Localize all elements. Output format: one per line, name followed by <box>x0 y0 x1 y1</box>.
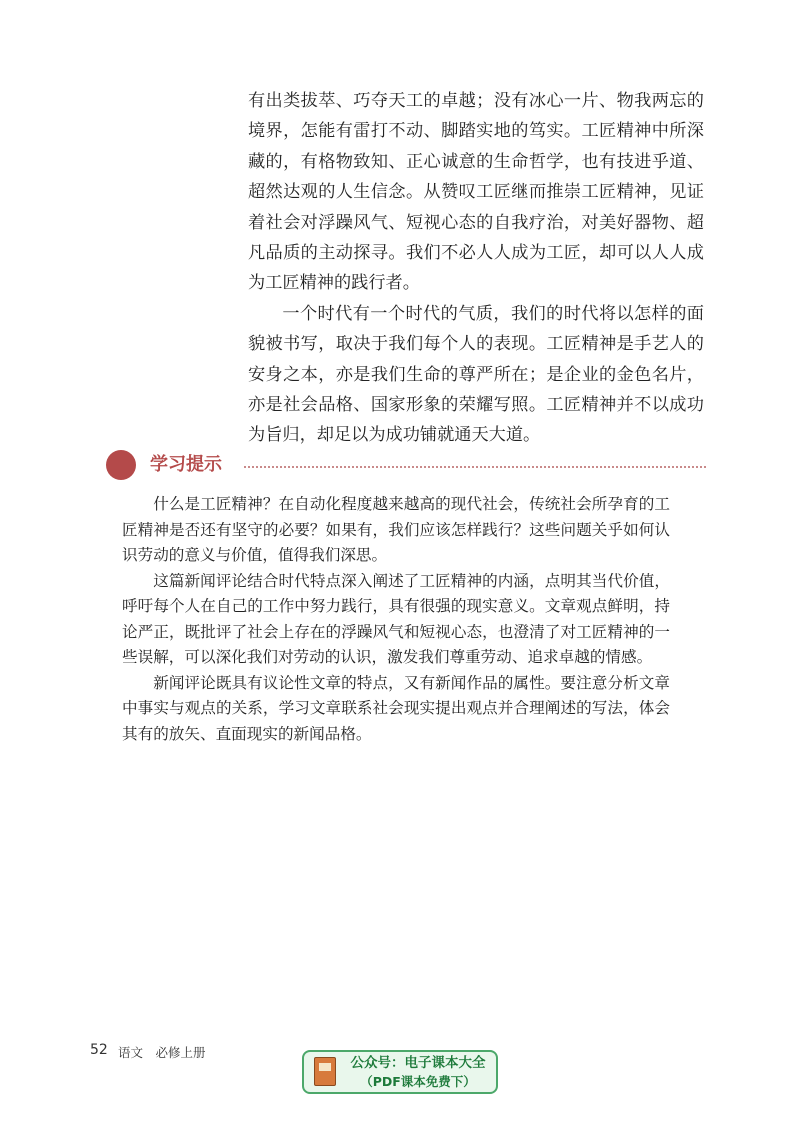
section-circle-icon <box>106 450 136 480</box>
dotted-divider <box>244 466 706 468</box>
book-title: 语文 必修上册 <box>118 1045 206 1060</box>
study-tips-paragraph-1: 什么是工匠精神？在自动化程度越来越高的现代社会，传统社会所孕育的工匠精神是否还有坚守的必要？如果有，我们应该怎样践行？这些问题关乎如何认识劳动的意义与价值，值得我们深思。 <box>122 495 670 564</box>
study-tips-header <box>106 450 706 484</box>
article-paragraph-2: 一个时代有一个时代的气质，我们的时代将以怎样的面貌被书写，取决于我们每个人的表现。工匠精神是手艺人的安身之本，亦是我们生命的尊严所在；是企业的金色名片，亦是社会品格、国家形象的荣耀写照。工匠精神并不以成功为旨归，却足以为成功铺就通天大道。 <box>248 303 704 446</box>
article-paragraph-1: 有出类拔萃、巧夺天工的卓越；没有冰心一片、物我两忘的境界，怎能有雷打不动、脚踏实地的笃实。工匠精神中所深藏的，有格物致知、正心诚意的生命哲学，也有技进乎道、超然达观的人生信念。从赞叹工匠继而推崇工匠精神，见证着社会对浮躁风气、短视心态的自我疗治，对美好器物、超凡品质的主动探寻。我们不必人人成为工匠，却可以人人成为工匠精神的践行者。 <box>248 91 704 294</box>
study-tips-body <box>122 492 670 747</box>
promo-line-2: （PDF课本免费下） <box>360 1074 476 1089</box>
study-tips-paragraph-3: 新闻评论既具有议论性文章的特点，又有新闻作品的属性。要注意分析文章中事实与观点的关系，学习文章联系社会现实提出观点并合理阐述的写法，体会其有的放矢、直面现实的新闻品格。 <box>122 673 670 743</box>
study-tips-paragraph-2: 这篇新闻评论结合时代特点深入阐述了工匠精神的内涵，点明其当代价值，呼吁每个人在自己的工作中努力践行，具有很强的现实意义。文章观点鲜明，持论严正，既批评了社会上存在的浮躁风气和短视心态，也澄清了对工匠精神的一些误解，可以深化我们对劳动的认识，激发我们尊重劳动、追求卓越的情感。 <box>122 571 670 666</box>
page-number: 52 <box>90 1042 108 1058</box>
book-icon <box>314 1057 336 1086</box>
study-tips-title: 学习提示 <box>150 454 222 475</box>
promo-line-1: 公众号：电子课本大全 <box>350 1055 486 1071</box>
main-article-text <box>248 86 704 451</box>
promo-badge <box>302 1050 498 1094</box>
